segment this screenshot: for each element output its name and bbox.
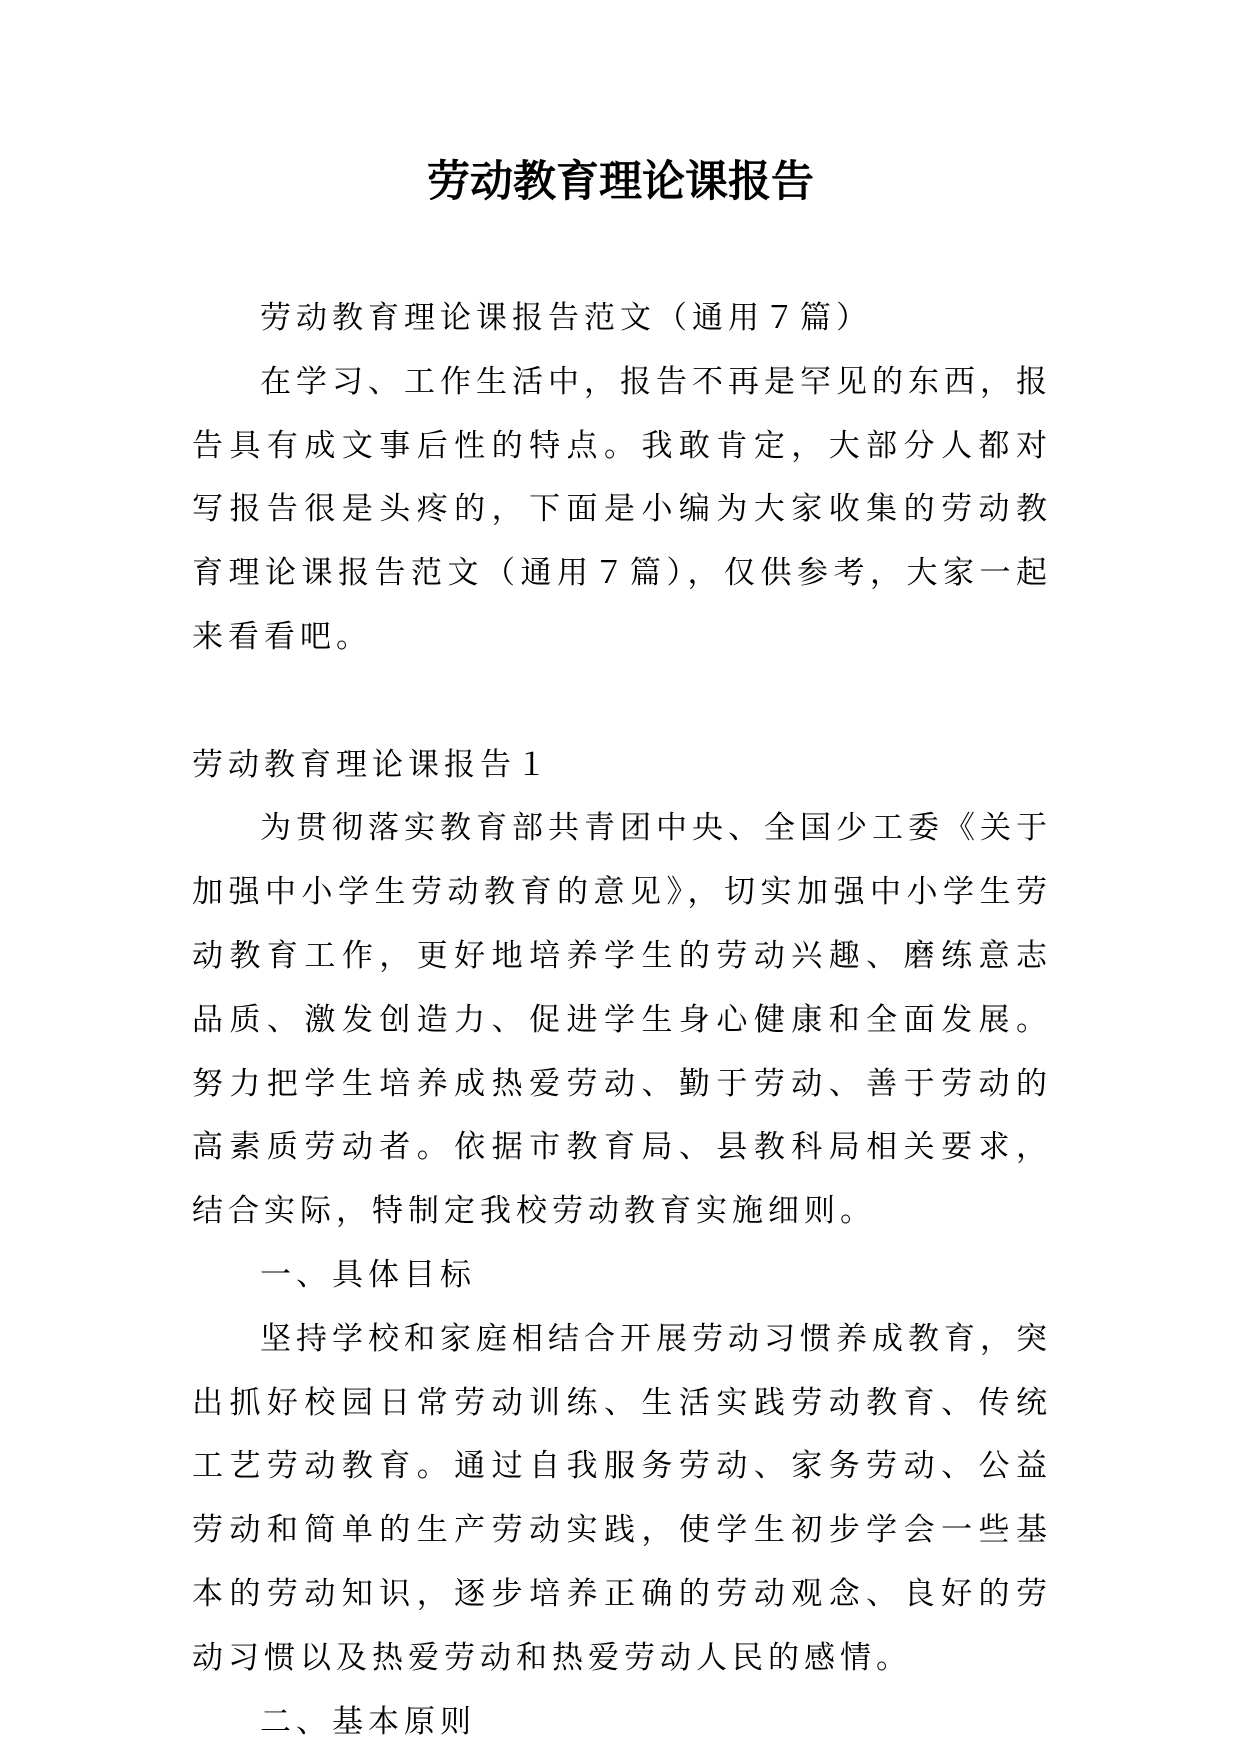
intro-paragraph: 在学习、工作生活中，报告不再是罕见的东西，报告具有成文事后性的特点。我敢肯定，大部分人都对写报告很是头疼的，下面是小编为大家收集的劳动教育理论课报告范文（通用７篇），仅供参考，大家一起来看看吧。 bbox=[192, 363, 1052, 655]
section-heading: 劳动教育理论课报告１ bbox=[192, 746, 552, 783]
document-body bbox=[192, 287, 1052, 1754]
document-subtitle: 劳动教育理论课报告范文（通用７篇） bbox=[260, 300, 872, 336]
section-spacer bbox=[192, 670, 1052, 734]
goals-paragraph: 坚持学校和家庭相结合开展劳动习惯养成教育，突出抓好校园日常劳动训练、生活实践劳动教育、传统工艺劳动教育。通过自我服务劳动、家务劳动、公益劳动和简单的生产劳动实践，使学生初步学会一些基本的劳动知识，逐步培养正确的劳动观念、良好的劳动习惯以及热爱劳动和热爱劳动人民的感情。 bbox=[192, 1320, 1052, 1676]
heading-principles: 二、基本原则 bbox=[260, 1703, 476, 1740]
heading-goals: 一、具体目标 bbox=[260, 1256, 476, 1293]
section-paragraph: 为贯彻落实教育部共青团中央、全国少工委《关于加强中小学生劳动教育的意见》，切实加强中小学生劳动教育工作，更好地培养学生的劳动兴趣、磨练意志品质、激发创造力、促进学生身心健康和全面发展。努力把学生培养成热爱劳动、勤于劳动、善于劳动的高素质劳动者。依据市教育局、县教科局相关要求，结合实际，特制定我校劳动教育实施细则。 bbox=[192, 810, 1052, 1230]
document-title: 劳动教育理论课报告 bbox=[427, 157, 814, 207]
